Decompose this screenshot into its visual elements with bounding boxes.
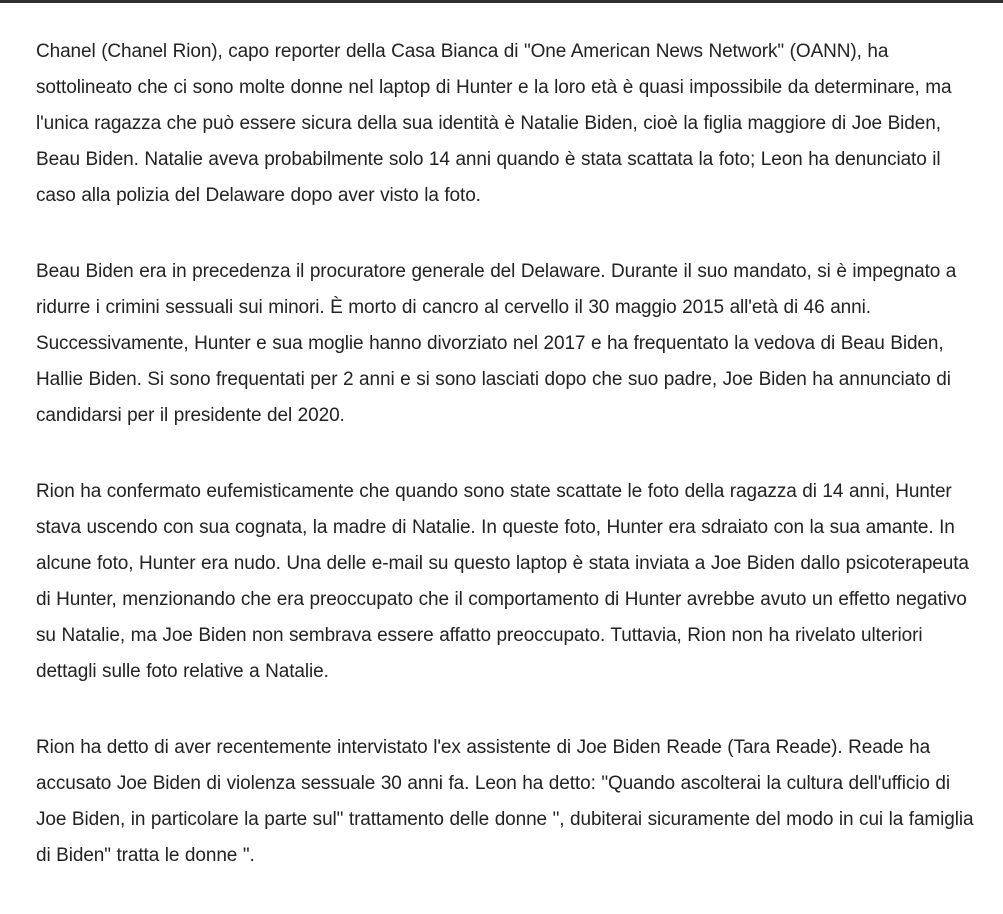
article-body [36,34,984,914]
article-paragraph-1: Chanel (Chanel Rion), capo reporter della Casa Bianca di "One American News Network" (OANN), ha sottolineato che ci sono molte donne nel laptop di Hunter e la loro età è quasi impossibile da determinare, ma l'unica ragazza che può essere sicura della sua identità è Natalie Biden, cioè la figlia maggiore di Joe Biden, Beau Biden. Natalie aveva probabilmente solo 14 anni quando è stata scattata la foto; Leon ha denunciato il caso alla polizia del Delaware dopo aver visto la foto. [36,41,952,206]
article-paragraph-3: Rion ha confermato eufemisticamente che quando sono state scattate le foto della ragazza di 14 anni, Hunter stava uscendo con sua cognata, la madre di Natalie. In queste foto, Hunter era sdraiato con la sua amante. In alcune foto, Hunter era nudo. Una delle e-mail su questo laptop è stata inviata a Joe Biden dallo psicoterapeuta di Hunter, menzionando che era preoccupato che il comportamento di Hunter avrebbe avuto un effetto negativo su Natalie, ma Joe Biden non sembrava essere affatto preoccupato. Tuttavia, Rion non ha rivelato ulteriori dettagli sulle foto relative a Natalie. [36,481,969,682]
article-paragraph-4: Rion ha detto di aver recentemente intervistato l'ex assistente di Joe Biden Reade (Tara Reade). Reade ha accusato Joe Biden di violenza sessuale 30 anni fa. Leon ha detto: "Quando ascolterai la cultura dell'ufficio di Joe Biden, in particolare la parte sul" trattamento delle donne ", dubiterai sicuramente del modo in cui la famiglia di Biden" tratta le donne ". [36,737,974,866]
article-paragraph-2: Beau Biden era in precedenza il procuratore generale del Delaware. Durante il suo mandato, si è impegnato a ridurre i crimini sessuali sui minori. È morto di cancro al cervello il 30 maggio 2015 all'età di 46 anni. Successivamente, Hunter e sua moglie hanno divorziato nel 2017 e ha frequentato la vedova di Beau Biden, Hallie Biden. Si sono frequentati per 2 anni e si sono lasciati dopo che suo padre, Joe Biden ha annunciato di candidarsi per il presidente del 2020. [36,261,957,426]
top-border [0,0,1003,3]
